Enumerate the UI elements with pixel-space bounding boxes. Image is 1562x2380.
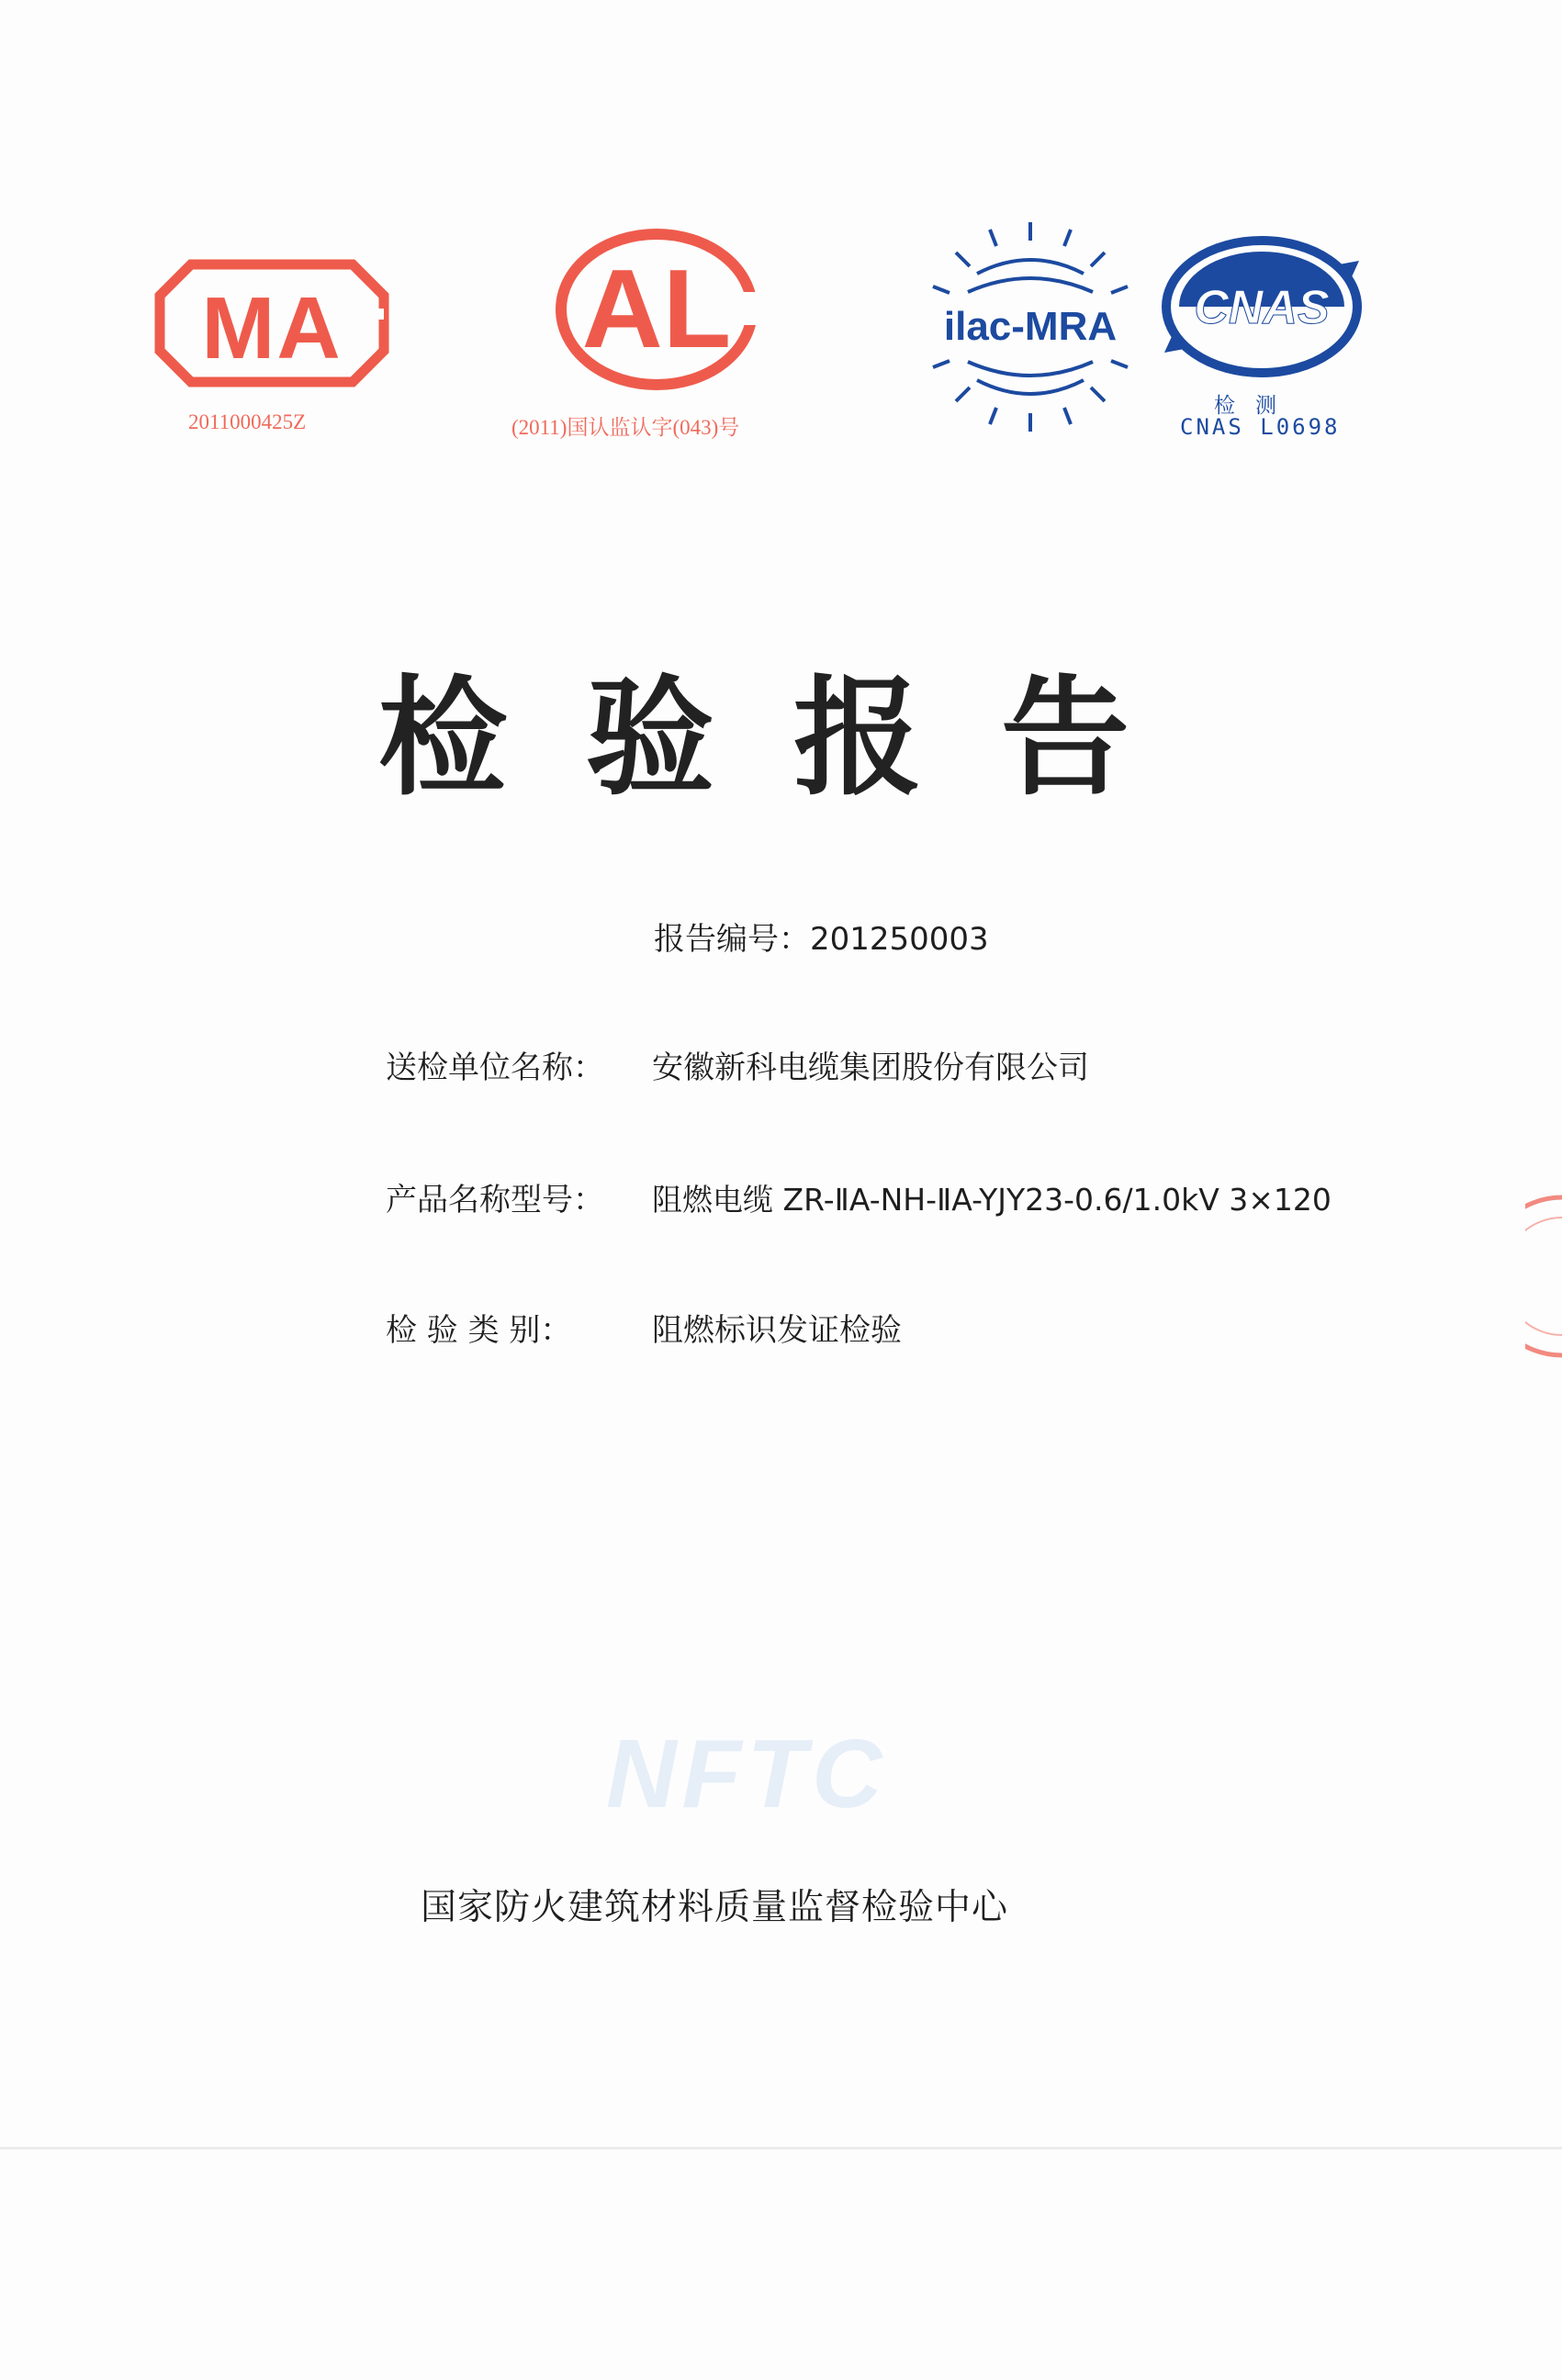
field-value: 阻燃标识发证检验	[652, 1312, 902, 1349]
cnas-logo	[1155, 228, 1368, 393]
cnas-sub-label: 检测	[1214, 394, 1297, 418]
page-fold-line	[0, 2147, 1562, 2150]
field-value: 安徽新科电缆集团股份有限公司	[652, 1050, 1089, 1086]
cnas-code: CNAS L0698	[1180, 414, 1341, 440]
field-label: 送检单位名称：	[386, 1050, 604, 1086]
issuer-name: 国家防火建筑材料质量监督检验中心	[421, 1887, 1009, 1928]
field-label: 产品名称型号：	[386, 1182, 604, 1218]
field-row-inspection-type	[386, 1312, 902, 1349]
cal-logo	[555, 228, 759, 391]
report-number	[654, 921, 989, 958]
report-number-value: 201250003	[810, 921, 989, 958]
official-seal-partial	[1525, 1194, 1562, 1359]
ilac-mra-logo	[922, 219, 1139, 435]
field-value: 阻燃电缆 ZR-ⅡA-NH-ⅡA-YJY23-0.6/1.0kV 3×120	[652, 1182, 1332, 1218]
field-label: 检 验 类 别：	[386, 1312, 572, 1349]
svg-text:MA: MA	[201, 279, 343, 377]
field-row-product	[386, 1182, 1332, 1218]
svg-text:CNAS: CNAS	[1194, 281, 1330, 334]
field-row-submitter	[386, 1050, 1089, 1086]
cal-code: (2011)国认监认字(043)号	[511, 416, 740, 439]
cma-code: 2011000425Z	[188, 410, 307, 433]
cma-logo	[154, 259, 389, 387]
report-title: 检验报告	[378, 664, 1209, 814]
nftc-watermark: NFTC	[606, 1720, 888, 1828]
report-number-label: 报告编号：	[654, 921, 810, 958]
svg-text:AL: AL	[581, 246, 732, 371]
svg-text:ilac-MRA: ilac-MRA	[943, 304, 1118, 349]
